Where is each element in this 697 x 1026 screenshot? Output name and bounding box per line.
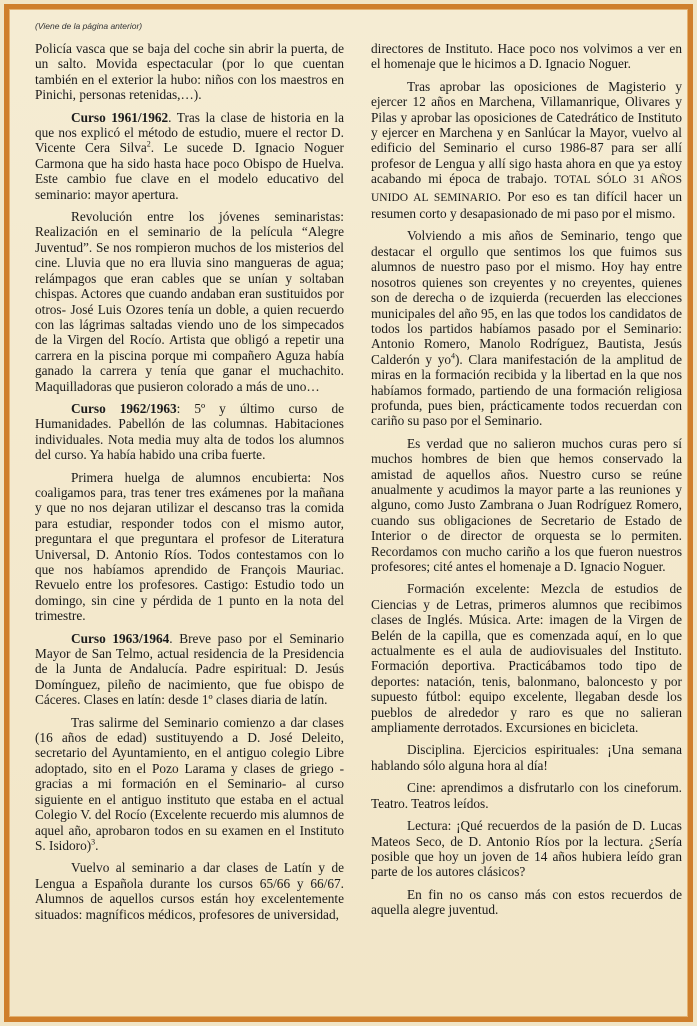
paragraph [371, 887, 682, 918]
course-heading: Curso 1962/1963 [71, 400, 177, 416]
paragraph-text: : 5º y último curso de Humanidades. Pabellón de las columnas. Habitaciones individuales. Nota media muy alta de todos los alumnos del curso. Ya había habido una criba fuerte. [35, 400, 344, 463]
paragraph [371, 742, 682, 773]
course-heading: Curso 1961/1962 [71, 109, 169, 125]
footnote-ref: 4 [451, 351, 455, 361]
paragraph [35, 860, 344, 922]
paragraph [371, 436, 682, 575]
paragraph-text: . [95, 837, 99, 853]
right-column [371, 41, 682, 1007]
page-frame [4, 4, 693, 1022]
paragraph-text: Vuelvo al seminario a dar clases de Latín y de Lengua a Española durante los cursos 65/66 y 66/67. Alumnos de aquellos cursos están hoy excelentemente situados: magníficos médicos, profesores de universidad, [35, 860, 344, 922]
paragraph-text: Primera huelga de alumnos encubierta: Nos coaligamos para, tras tener tres exámenes por la mañana y que no nos dejaran utilizar el descanso tras la comida para estudiar, responder todos con el mismo autor, preguntara el que preguntara el profesor de Literatura Universal, D. Antonio Ríos. Todos contestamos con lo que nos habíamos aprendido de François Mauriac. Revuelo entre los profesores. Castigo: Estudio todo un domingo, sin cine y pérdida de 1 punto en la nota del trimestre. [35, 469, 344, 624]
paragraph-text: Tras salirme del Seminario comienzo a dar clases (16 años de edad) sustituyendo a D. José Deleito, secretario del Ayuntamiento, en el antiguo colegio Libre adoptado, sito en el Pozo Larama y clases de griego -gracias a mi formación en el Seminario- al curso siguiente en el antiguo instituto que estaba en el actual Colegio V. del Rocío (Excelente recuerdo mis alumnos de aquel año, aprobaron todos en su examen en el Instituto S. Isidoro) [35, 714, 344, 853]
paragraph [35, 470, 344, 624]
continued-note: (Viene de la página anterior) [35, 21, 143, 31]
paragraph-text: Disciplina. Ejercicios espirituales: ¡Una semana hablando sólo alguna hora al día! [371, 742, 682, 773]
paragraph [371, 228, 682, 428]
paragraph-text: Revolución entre los jóvenes seminaristas: Realización en el seminario de la película “Alegre Juventud”. Se nos rompieron muchos de los misterios del cine. Lluvia que no era lluvia sino mangueras de agua; relámpagos que eran cables que se unían y soltaban chispas. Actores que cuando andaban eran sustituidos por otros- José Luis Ozores tenía un doble, a quien recuerdo con las lágrimas saltadas viendo uno de los simpecados de la Virgen del Rocío. Artista que obligó a repetir una carrera en la piscina porque mi compañero Aguza había ganado la carrera y tenía que ganar el muchachito. Maquilladoras que pusieron colorado a más de uno… [35, 209, 344, 394]
paragraph-text: Policía vasca que se baja del coche sin abrir la puerta, de un salto. Movida espectacular (por lo que cuentan también en el exterior la hubo: niños con los maestros en Pinichi, personas retenidas,…). [35, 41, 344, 103]
course-heading: Curso 1963/1964 [71, 630, 170, 646]
paragraph-text: Es verdad que no salieron muchos curas pero sí muchos hombres de bien que hemos conservado la amistad de aquellos años. Nuestro curso se reúne anualmente y acudimos la mayor parte a las reuniones y alguno, como Justo Zambrana o Juan Rodríguez Romero, cuando sus obligaciones de Secretario de Estado de Interior o de director de orquesta se lo permiten. Recordamos con mucho cariño a los que fueron nuestros profesores; cité antes el homenaje a D. Ignacio Noguer. [371, 435, 682, 574]
footnote-ref: 2 [146, 140, 151, 150]
paragraph [371, 780, 682, 811]
paragraph [371, 818, 682, 880]
paragraph-text: . Breve paso por el Seminario Mayor de San Telmo, actual residencia de la Presidencia de la Junta de Andalucía. Padre espiritual: D. Jesús Domínguez, pileño de nacimiento, que fue obispo de Cáceres. Clases en latín: desde 1º clases diaria de latín. [35, 630, 344, 708]
paragraph-text: Tras aprobar las oposiciones de Magisterio y ejercer 12 años en Marchena, Villamanrique, Olivares y Pilas y aprobar las oposiciones de Catedrático de Instituto y ejercer en Marchena y en Sanlúcar la Mayor, vuelvo al edificio del Seminario el curso 1986-87 para ser allí profesor de Lengua y allí sigo hasta ahora en que ya estoy acabando mi época de trabajo. [371, 78, 682, 187]
paragraph-text: ). Clara manifestación de la amplitud de miras en la formación recibida y la libertad en la que nos habíamos formado, partiendo de una formación religiosa profunda, pues bien, prácticamente todos recuerdan con cariño su paso por el Seminario. [371, 351, 682, 429]
paragraph [35, 209, 344, 394]
paragraph [35, 401, 344, 463]
paragraph-text: . Por eso es tan difícil hacer un resumen corto y desapasionado de mi paso por el mismo. [371, 188, 682, 222]
paragraph [371, 41, 682, 72]
paragraph [35, 41, 344, 103]
emphasis-text: TOTAL SÓLO 31 AÑOS UNIDO AL SEMINARIO [371, 174, 682, 204]
left-column [35, 41, 344, 1007]
paragraph-text: En fin no os canso más con estos recuerdos de aquella alegre juventud. [371, 886, 682, 918]
paragraph [371, 581, 682, 735]
paragraph [35, 715, 344, 854]
paragraph-text: Volviendo a mis años de Seminario, tengo que destacar el orgullo que sentimos los que fuimos sus alumnos de nuestro paso por el mismo. Hoy hay entre nosotros quienes son creyentes y no creyentes, quienes son de derecha o de izquierda (recuerden las elecciones municipales del año 95, en las que todos los candidatos de todos los partidos habíamos pasado por el Seminario: Antonio Romero, Manolo Rodríguez, Bautista, Jesús Calderón y yo [371, 228, 682, 367]
paragraph-text: . Tras la clase de historia en la que nos explicó el método de estudio, muere el rector D. Vicente Cera Silva [35, 109, 344, 156]
paragraph-text: Cine: aprendimos a disfrutarlo con los cineforum. Teatro. Teatros leídos. [371, 780, 682, 811]
paragraph-text: Formación excelente: Mezcla de estudios de Ciencias y de Letras, primeros alumnos que recibimos clases de Inglés. Música. Arte: imagen de la Virgen de Belén de la capilla, que es comenzada aquí, en lo que actualmente es el aula de audiovisuales del Instituto. Formación deportiva. Practicábamos todo tipo de deportes: natación, tenis, balonmano, baloncesto y por supuesto fútbol: equipo excelente, llegaban desde los pueblos de alrededor y raro es que no salieran ampliamente derrotados. Excursiones en bicicleta. [371, 581, 682, 736]
footnote-ref: 3 [91, 837, 96, 847]
paragraph [35, 631, 344, 708]
paragraph [371, 79, 682, 222]
paragraph-text: Lectura: ¡Qué recuerdos de la pasión de D. Lucas Mateos Seco, de D. Antonio Ríos por la lectura. ¿Sería posible que hoy un joven de 14 años hubiera leído gran parte de los autores clásicos? [371, 818, 682, 880]
paragraph [35, 110, 344, 202]
paragraph-text: . Le sucede D. Ignacio Noguer Carmona que ha sido hasta hace poco Obispo de Huelva. Este cambio fue clave en el modelo educativo del seminario: mayor apertura. [35, 140, 344, 202]
paragraph-text: directores de Instituto. Hace poco nos volvimos a ver en el homenaje que le hicimos a D. Ignacio Noguer. [371, 41, 682, 72]
